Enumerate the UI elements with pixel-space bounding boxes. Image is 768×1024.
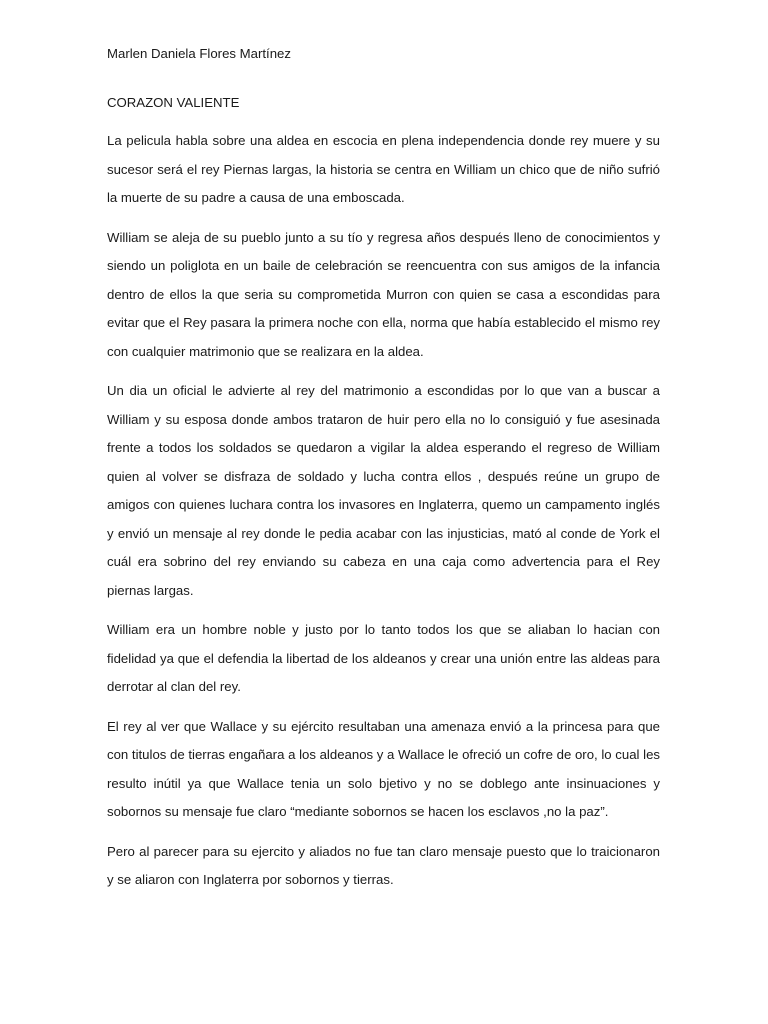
- paragraph-6: Pero al parecer para su ejercito y aliados no fue tan claro mensaje puesto que lo traicionaron y se aliaron con Inglaterra por sobornos y tierras.: [107, 843, 660, 887]
- document-title: CORAZON VALIENTE: [107, 95, 240, 110]
- paragraph-2: William se aleja de su pueblo junto a su tío y regresa años después lleno de conocimientos y siendo un poliglota en un baile de celebración se reencuentra con sus amigos de la infancia dentro de ellos la que seria su comprometida Murron con quien se casa a escondidas para evitar que el Rey pasara la primera noche con ella, norma que había establecido el mismo rey con cualquier matrimonio que se realizara en la aldea.: [107, 229, 660, 359]
- paragraph-1: La pelicula habla sobre una aldea en escocia en plena independencia donde rey muere y su sucesor será el rey Piernas largas, la historia se centra en William un chico que de niño sufrió la muerte de su padre a causa de una emboscada.: [107, 133, 660, 205]
- author-name: Marlen Daniela Flores Martínez: [107, 46, 291, 61]
- paragraph-3: Un dia un oficial le advierte al rey del matrimonio a escondidas por lo que van a buscar a William y su esposa donde ambos trataron de huir pero ella no lo consiguió y fue asesinada frente a todos los soldados se quedaron a vigilar la aldea esperando el regreso de William quien al volver se disfraza de soldado y lucha contra ellos , después reúne un grupo de amigos con quienes luchara contra los invasores en Inglaterra, quemo un campamento inglés y envió un mensaje al rey donde le pedia acabar con las injusticias, mató al conde de York el cuál era sobrino del rey enviando su cabeza en una caja como advertencia para el Rey piernas largas.: [107, 383, 660, 598]
- paragraph-5: El rey al ver que Wallace y su ejército resultaban una amenaza envió a la princesa para que con titulos de tierras engañara a los aldeanos y a Wallace le ofreció un cofre de oro, lo cual les resulto inútil ya que Wallace tenia un solo bjetivo y no se doblego ante insinuaciones y sobornos su mensaje fue claro “mediante sobornos se hacen los esclavos ,no la paz”.: [107, 718, 660, 819]
- document-page: [107, 44, 660, 895]
- paragraph-4: William era un hombre noble y justo por lo tanto todos los que se aliaban lo hacian con fidelidad ya que el defendia la libertad de los aldeanos y crear una unión entre las aldeas para derrotar al clan del rey.: [107, 622, 660, 694]
